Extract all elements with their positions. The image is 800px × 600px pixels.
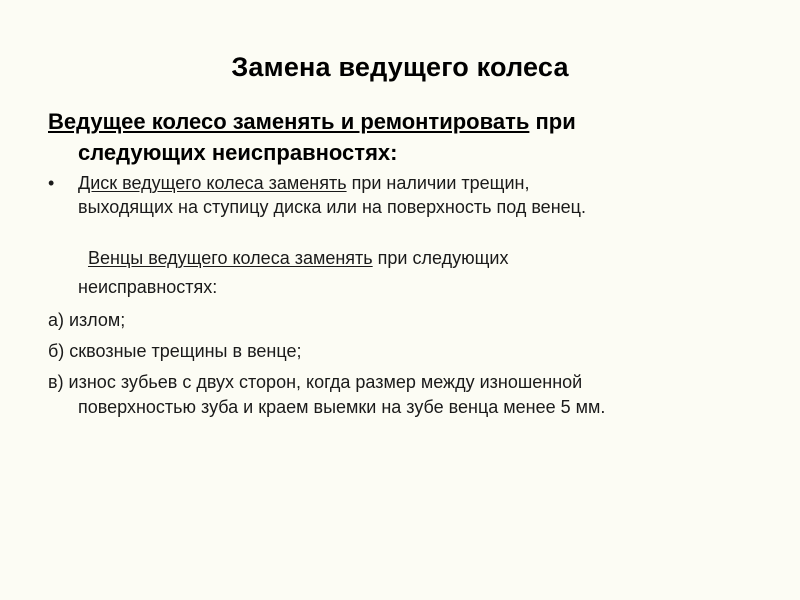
bullet-underlined-text: Диск ведущего колеса заменять	[78, 173, 347, 193]
rims-line2: неисправностях:	[78, 277, 218, 297]
bullet-line2: выходящих на ступицу диска или на поверхность под венец.	[78, 197, 586, 217]
list-item-c-line2: поверхностью зуба и краем выемки на зубе венца менее 5 мм.	[78, 397, 606, 417]
bullet-text	[48, 171, 768, 219]
list-item-c-line1: в) износ зубьев с двух сторон, когда размер между изношенной	[48, 372, 583, 392]
heading-line2: следующих неисправностях:	[78, 140, 398, 165]
list-item-c	[48, 370, 768, 420]
bullet-item	[48, 171, 768, 219]
slide-title: Замена ведущего колеса	[231, 52, 569, 82]
rims-underlined-text: Венцы ведущего колеса заменять	[88, 248, 373, 268]
rims-line1-rest: при следующих	[372, 248, 509, 268]
heading-underlined-text: Ведущее колесо заменять и ремонтировать	[48, 109, 530, 134]
bullet-line1-rest: при наличии трещин,	[346, 173, 530, 193]
bullet-marker: •	[48, 173, 55, 193]
list-item-b: б) сквозные трещины в венце;	[48, 341, 302, 361]
heading-line1-rest: при	[529, 109, 576, 134]
rims-paragraph	[48, 244, 768, 302]
rims-line1	[48, 248, 508, 268]
section-heading	[48, 106, 768, 168]
list-item-a: а) излом;	[48, 310, 126, 330]
